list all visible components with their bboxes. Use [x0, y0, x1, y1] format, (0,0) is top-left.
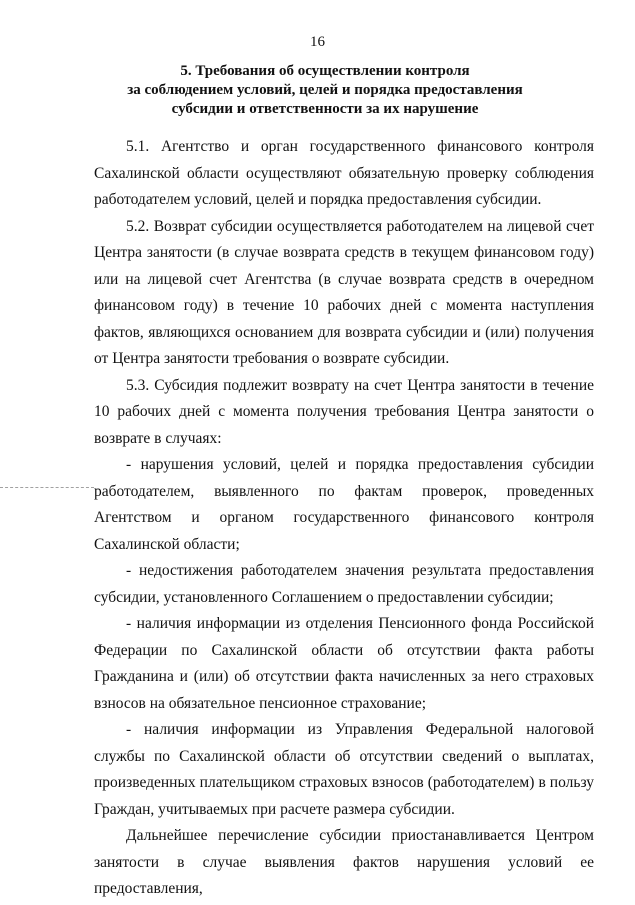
paragraph-5-2: 5.2. Возврат субсидии осуществляется работодателем на лицевой счет Центра занятости (в случае возврата средств в текущем финансовом году) или на лицевой счет Агентства (в случае возврата средств в очередном финансовом году) в течение 10 рабочих дней с момента наступления фактов, являющихся основанием для возврата субсидии и (или) получения от Центра занятости требования о возврате субсидии. — [94, 217, 594, 367]
paragraph-5-1: 5.1. Агентство и орган государственного финансового контроля Сахалинской области осуществляют обязательную проверку соблюдения работодателем условий, целей и порядка предоставления субсидии. — [94, 138, 594, 208]
section-title-line: субсидии и ответственности за их нарушение — [171, 101, 479, 117]
list-item-result: - недостижения работодателем значения результата предоставления субсидии, установленного Соглашением о предоставлении субсидии; — [94, 562, 594, 606]
section-title-line: 5. Требования об осуществлении контроля — [180, 63, 470, 79]
paragraph-suspension: Дальнейшее перечисление субсидии приостанавливается Центром занятости в случае выявления фактов нарушения условий ее предоставления, — [94, 827, 594, 897]
list-item-pension-fund: - наличия информации из отделения Пенсионного фонда Российской Федерации по Сахалинской области об отсутствии факта работы Гражданина и (или) об отсутствии факта начисленных за него страховых взносов на обязательное пенсионное страхование; — [94, 615, 594, 712]
body-text — [94, 134, 594, 903]
page-number: 16 — [310, 34, 325, 50]
list-item-violation: - нарушения условий, целей и порядка предоставления субсидии работодателем, выявленного по фактам проверок, проведенных Агентством и органом государственного финансового контроля Сахалинской области; — [94, 456, 594, 553]
margin-dash-mark — [0, 487, 94, 488]
section-title-line: за соблюдением условий, целей и порядка предоставления — [127, 82, 523, 98]
section-title — [90, 62, 560, 119]
list-item-tax-service: - наличия информации из Управления Федеральной налоговой службы по Сахалинской области об отсутствии сведений о выплатах, произведенных плательщиком страховых взносов (работодателем) в пользу Граждан, учитываемых при расчете размера субсидии. — [94, 721, 594, 818]
paragraph-5-3: 5.3. Субсидия подлежит возврату на счет Центра занятости в течение 10 рабочих дней с момента получения требования Центра занятости о возврате в случаях: — [94, 376, 594, 447]
